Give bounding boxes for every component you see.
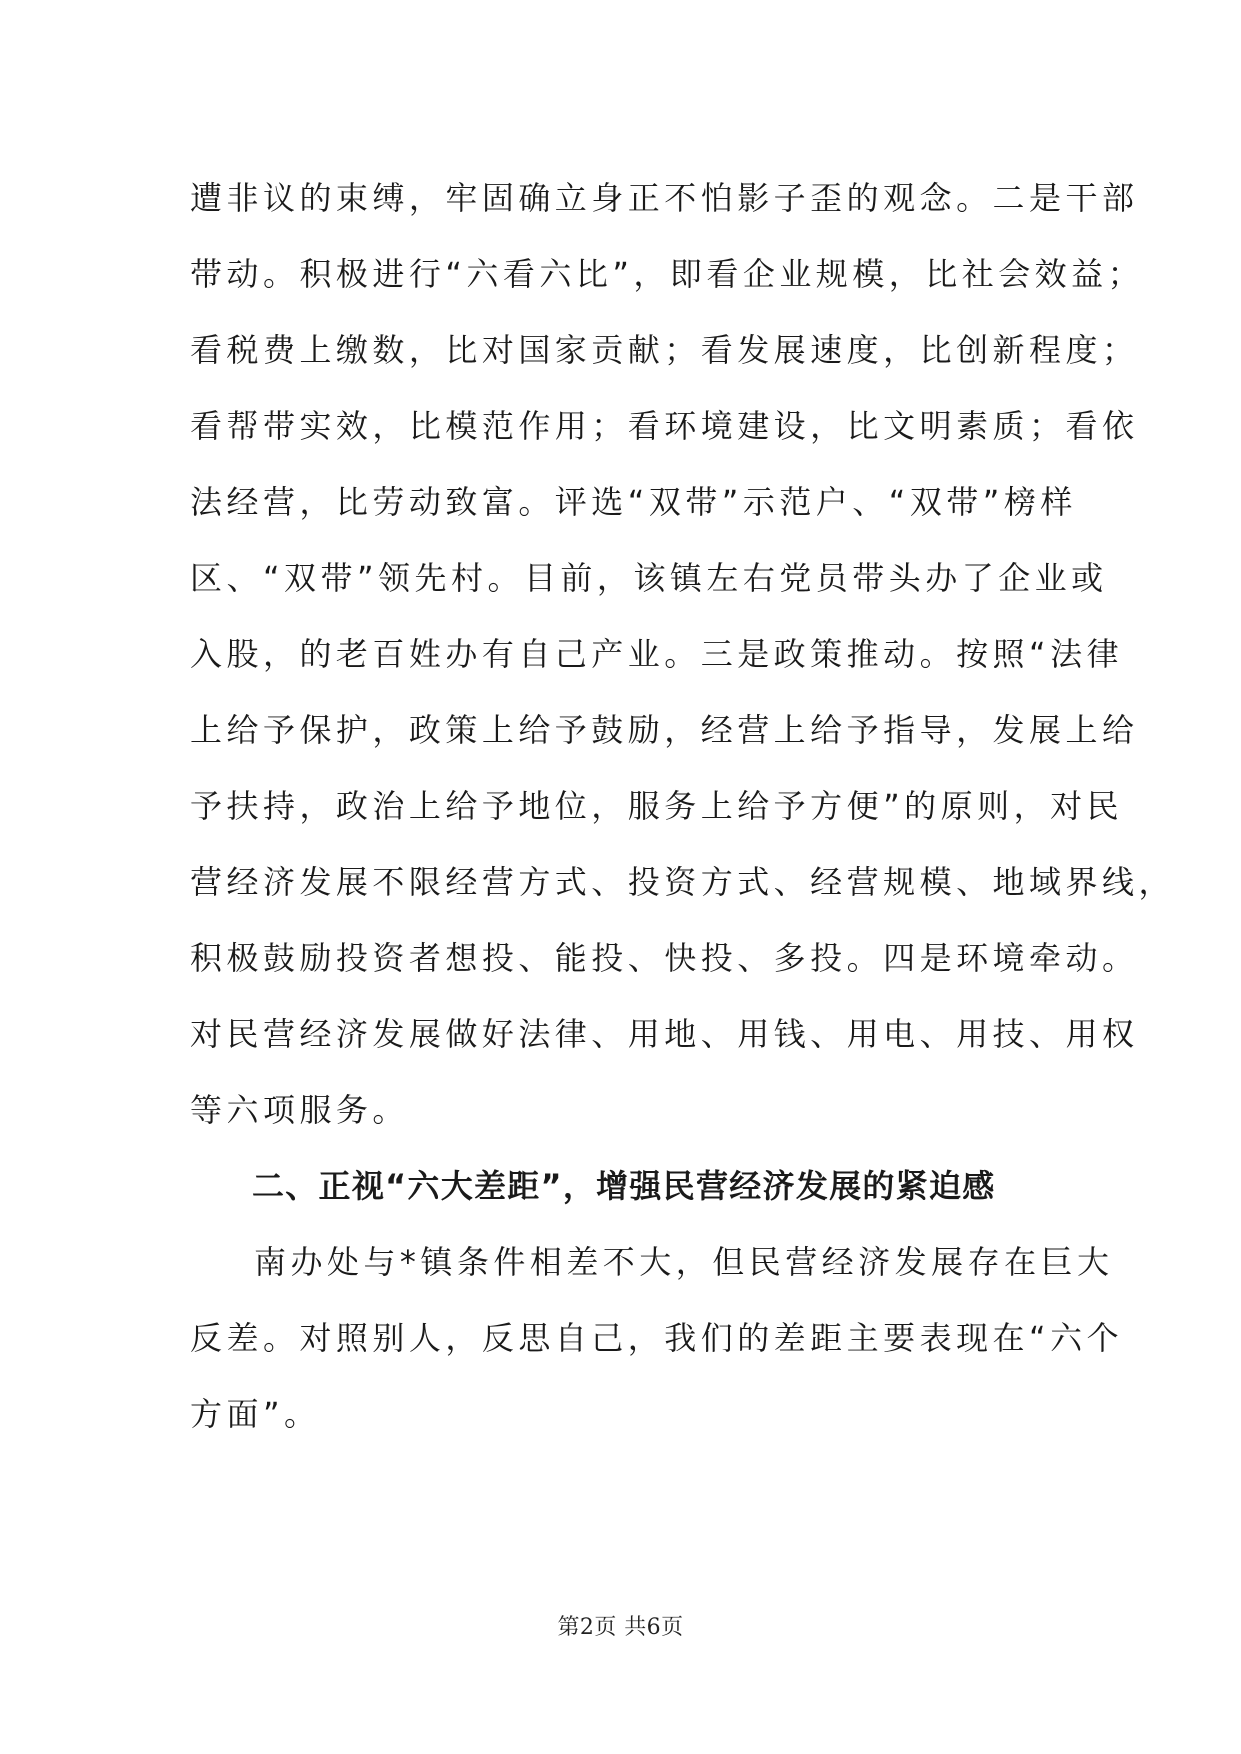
document-body: [190, 160, 1175, 1452]
text-line: 上给予保护，政策上给予鼓励，经营上给予指导，发展上给: [190, 711, 1139, 749]
text-line: 法经营，比劳动致富。评选“双带”示范户、“双带”榜样: [190, 483, 1077, 521]
section-heading: 二、正视“六大差距”，增强民营经济发展的紧迫感: [252, 1167, 996, 1205]
text-line: 反差。对照别人，反思自己，我们的差距主要表现在“六个: [190, 1319, 1124, 1357]
text-line: 积极鼓励投资者想投、能投、快投、多投。四是环境牵动。: [190, 939, 1139, 977]
text-line: 带动。积极进行“六看六比”，即看企业规模，比社会效益；: [190, 255, 1145, 293]
paragraph-section-two: [190, 1224, 1124, 1452]
text-line: 予扶持，政治上给予地位，服务上给予方便”的原则，对民: [190, 787, 1124, 825]
text-line: 遭非议的束缚，牢固确立身正不怕影子歪的观念。二是干部: [190, 179, 1139, 217]
text-line: 入股，的老百姓办有自己产业。三是政策推动。按照“法律: [190, 635, 1124, 673]
text-line: 看帮带实效，比模范作用；看环境建设，比文明素质；看依: [190, 407, 1139, 445]
page-number-footer: 第2页 共6页: [557, 1615, 684, 1640]
text-line: 对民营经济发展做好法律、用地、用钱、用电、用技、用权: [190, 1015, 1139, 1053]
text-line: 方面”。: [190, 1395, 321, 1433]
text-line: 看税费上缴数，比对国家贡献；看发展速度，比创新程度；: [190, 331, 1139, 369]
text-line: 区、“双带”领先村。目前，该镇左右党员带头办了企业或: [190, 559, 1108, 597]
text-line: 营经济发展不限经营方式、投资方式、经营规模、地域界线，: [190, 863, 1175, 901]
text-line: 等六项服务。: [190, 1091, 409, 1129]
text-line: 南办处与*镇条件相差不大，但民营经济发展存在巨大: [254, 1243, 1114, 1281]
paragraph-continued: [190, 160, 1175, 1148]
